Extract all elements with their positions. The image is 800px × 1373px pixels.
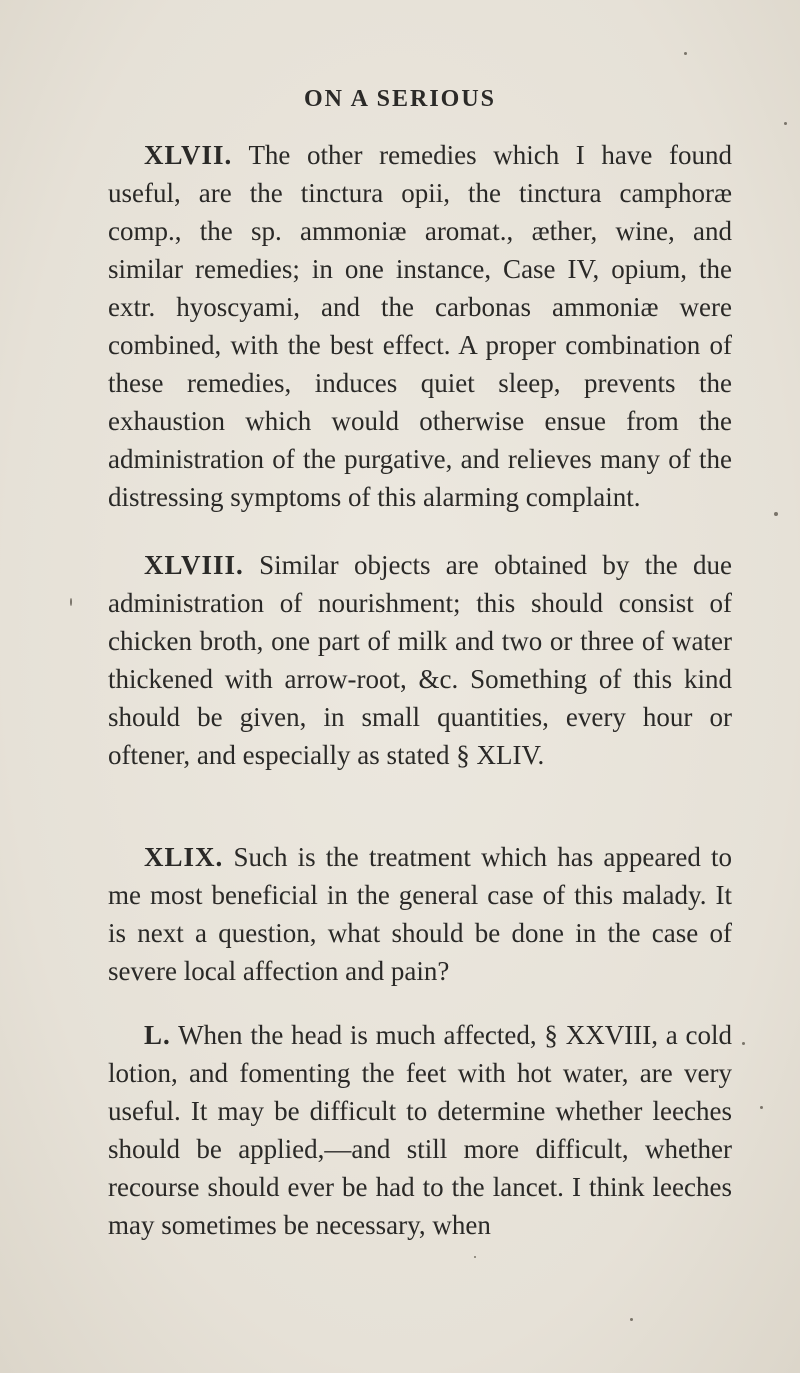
paper-speck [760, 1106, 763, 1109]
paragraph-xlviii [108, 546, 732, 774]
paragraph-text: When the head is much affected, § XXVIII, a cold lotion, and fomenting the feet with hot water, are very useful. It may be difficult to determine whether leeches should be applied,—and still more difficult, whether recourse should ever be had to the lancet. I think leeches may sometimes be necessary, when [108, 1020, 732, 1240]
paper-speck [684, 52, 687, 55]
paragraph-text: The other remedies which I have found useful, are the tinctura opii, the tinctura camphoræ comp., the sp. ammoniæ aromat., æther, wine, and similar remedies; in one instance, Case IV, opium, the extr. hyoscyami, and the carbonas ammoniæ were combined, with the best effect. A proper combination of these remedies, induces quiet sleep, prevents the exhaustion which would otherwise ensue from the administration of the purgative, and relieves many of the distressing symptoms of this alarming complaint. [108, 140, 733, 512]
section-number: XLVIII. [144, 550, 244, 580]
paragraph-l [108, 1016, 732, 1244]
paper-speck [70, 598, 72, 606]
paper-speck [474, 1256, 476, 1258]
paragraph-text: Such is the treatment which has appeared to me most beneficial in the general case of this malady. It is next a question, what should be done in the case of severe local affection and pain? [108, 842, 732, 986]
paragraph-xlix [108, 838, 732, 990]
running-header: ON A SERIOUS [303, 86, 497, 112]
paragraph-xlvii [108, 136, 732, 516]
paper-speck [742, 1042, 745, 1045]
paper-speck [774, 512, 778, 516]
paper-speck [784, 122, 787, 125]
paragraph-text: Similar objects are obtained by the due administration of nourishment; this should consist of chicken broth, one part of milk and two or three of water thickened with arrow-root, &c. Something of this kind should be given, in small quantities, every hour or oftener, and especially as stated § XLIV. [108, 550, 733, 770]
section-number: L. [144, 1020, 171, 1050]
paper-speck [630, 1318, 633, 1321]
section-number: XLVII. [144, 140, 233, 170]
section-number: XLIX. [144, 842, 224, 872]
